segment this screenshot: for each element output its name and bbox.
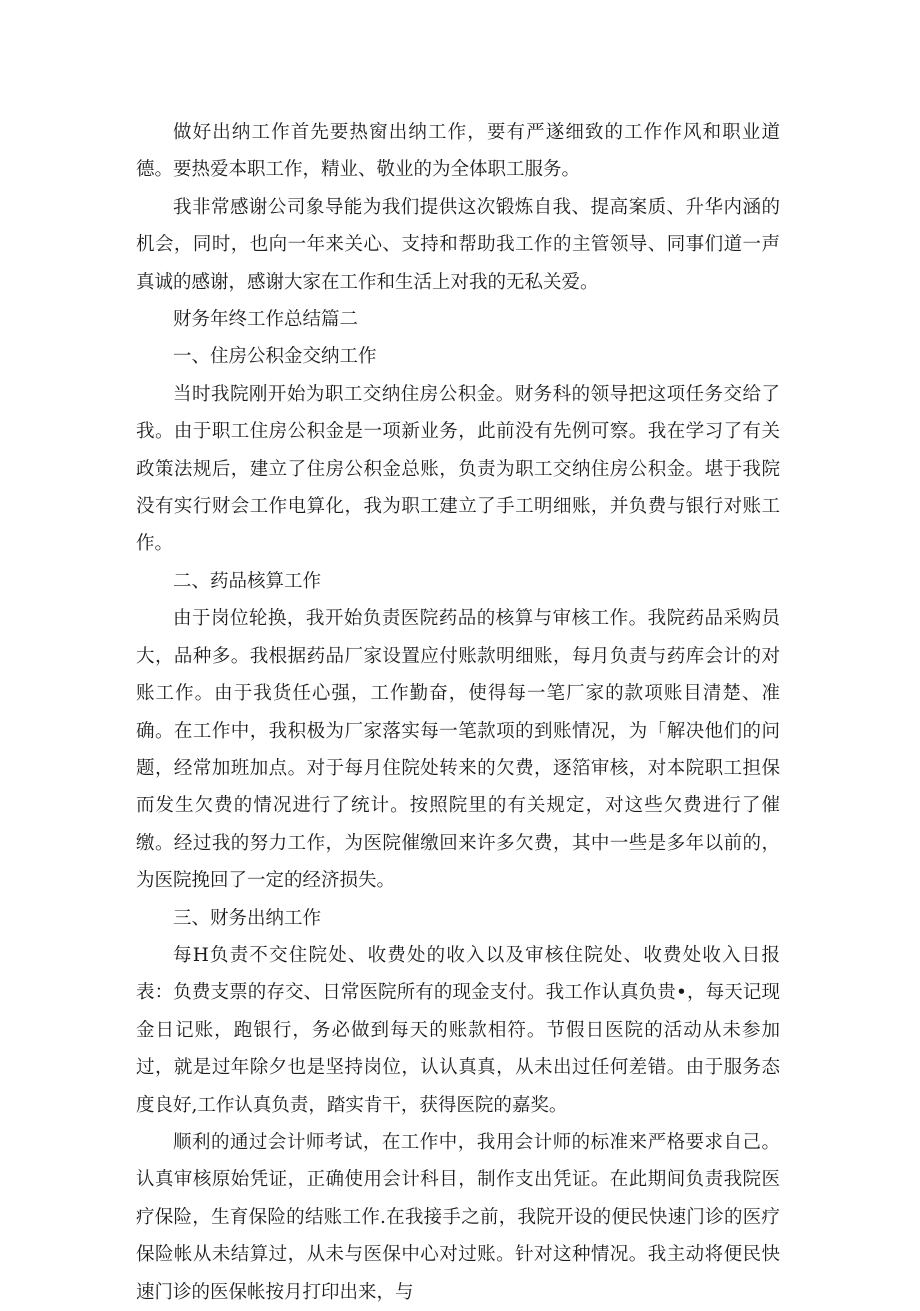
heading-housing-fund: 一、住房公积金交纳工作	[173, 346, 377, 368]
heading-cashier-work: 三、财务出纳工作	[173, 907, 322, 929]
paragraph-cashier-work: 每H负责不交住院处、收费处的收入以及审核住院处、收费处收入日报表：负费支票的存交、日常医院所有的现金支付。我工作认真负贵•，每天记现金日记账，跑银行，务必做到每天的账款相符。节假日医院的活动从未参加过，就是过年除夕也是坚持岗位，认认真真，从未出过任何差错。由于服务态度良好,工作认真负责，踏实肯干，获得医院的嘉奖。	[136, 944, 780, 1116]
paragraph-accountant-exam: 顺利的通过会计师考试，在工作中，我用会计师的标准来严格要求自己。认真审核原始凭证，正确使用会计科目，制作支出凭证。在此期间负责我院医疗保险，生育保险的结账工作.在我接手之前，我院开设的便民快速门诊的医疗保险帐从未结算过，从未与医保中心对过账。针对这种情况。我主动将便民快速门诊的医保帐按月打印出来，与	[136, 1131, 780, 1303]
heading-drug-accounting: 二、药品核算工作	[173, 570, 322, 592]
paragraph-cashier-duty: 做好出纳工作首先要热窗出纳工作，要有严遂细致的工作作风和职业道德。要热爱本职工作，精业、敬业的为全体职工服务。	[136, 122, 780, 181]
section-title: 财务年终工作总结篇二	[173, 309, 359, 331]
paragraph-housing-fund: 当时我院刚开始为职工交纳住房公积金。财务科的领导把这项任务交给了我。由于职工住房公积金是一项新业务，此前没有先例可察。我在学习了有关政策法规后，建立了住房公积金总账，负责为职工交纳住房公积金。堪于我院没有实行财会工作电算化，我为职工建立了手工明细账，并负费与银行对账工作。	[136, 383, 780, 555]
paragraph-drug-accounting: 由于岗位轮换，我开始负责医院药品的核算与审核工作。我院药品采购员大，品种多。我根据药品厂家设置应付账款明细账，每月负责与药库会计的对账工作。由于我货任心强，工作勤奋，使得每一笔厂家的款项账目清楚、准确。在工作中，我积极为厂家落实每一笔款项的到账情况，为「解决他们的问题，经常加班加点。对于每月住院处转来的欠费，逐箔审核，对本院职工担保而发生欠费的情况进行了统计。按照院里的有关规定，对这些欠费进行了催缴。经过我的努力工作，为医院催缴回来许多欠费，其中一些是多年以前的，为医院挽回了一定的经济损失。	[136, 608, 780, 892]
paragraph-gratitude: 我非常感谢公司象导能为我们提供这次锻炼自我、提高案质、升华内涵的机会，同时，也向一年来关心、支持和帮助我工作的主管领导、同事们道一声真诚的感谢，感谢大家在工作和生活上对我的无私关爱。	[136, 196, 780, 293]
document-body	[136, 114, 780, 1311]
